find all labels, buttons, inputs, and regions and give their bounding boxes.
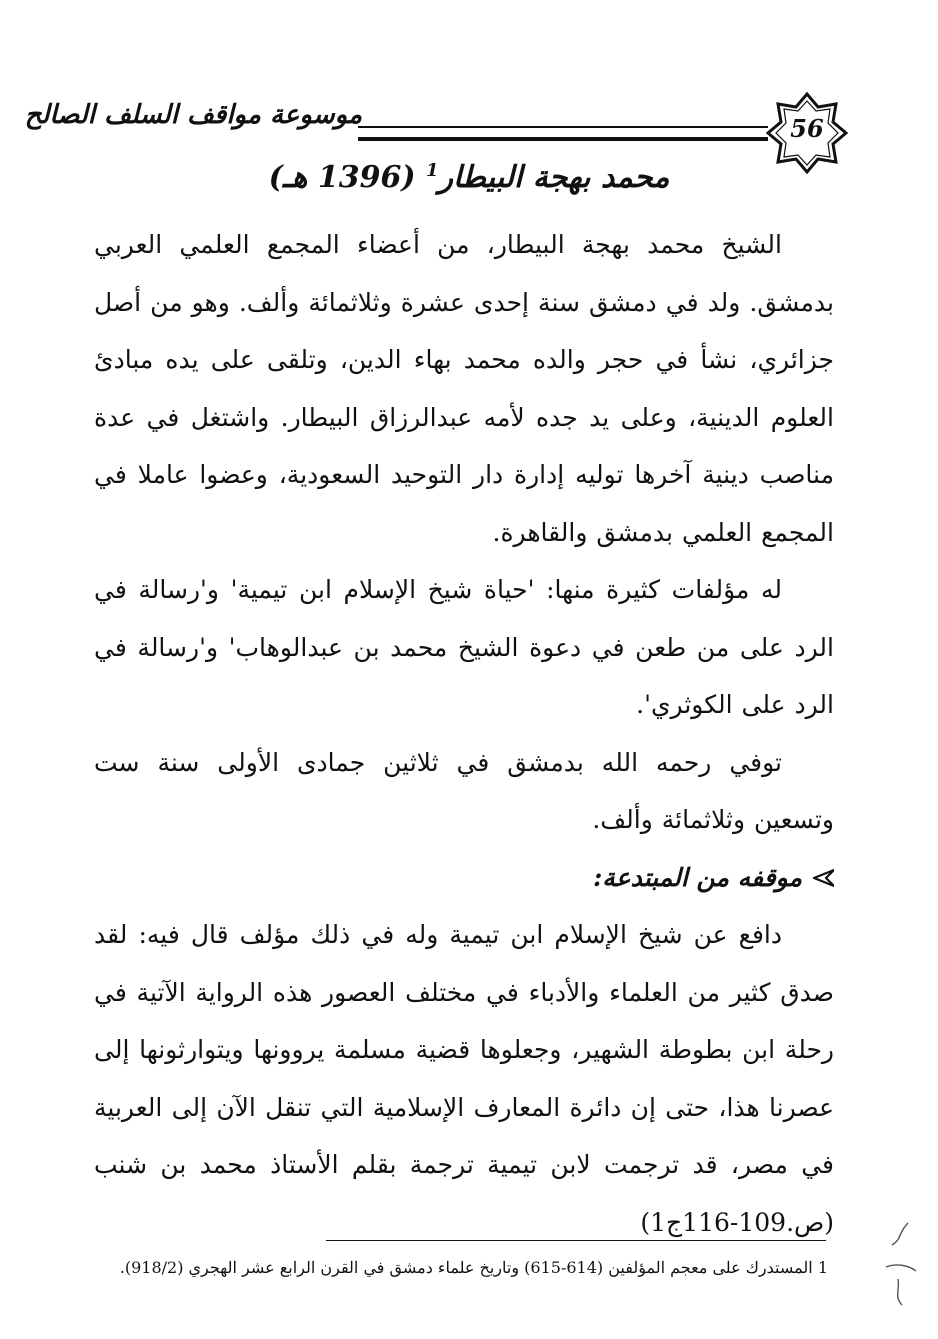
arrowhead-icon: [812, 868, 834, 888]
chapter-name: محمد بهجة البيطار: [438, 160, 670, 195]
chapter-title: [0, 160, 938, 195]
margin-scribble: [878, 1219, 924, 1309]
footnote-ref: 1: [426, 160, 439, 181]
section-heading-text: موقفه من المبتدعة:: [593, 862, 802, 892]
footnote-rule: [326, 1240, 826, 1241]
body-text: [94, 216, 834, 1251]
footnote: 1 المستدرك على معجم المؤلفين (614-615) وتاريخ علماء دمشق في القرن الرابع عشر الهجري (918/2).: [119, 1258, 828, 1277]
section-heading: [94, 849, 834, 907]
page-number: 56: [790, 114, 824, 143]
bio-paragraph: الشيخ محمد بهجة البيطار، من أعضاء المجمع العلمي العربي بدمشق. ولد في دمشق سنة إحدى عشرة وثلاثمائة وألف. وهو من أصل جزائري، نشأ في حجر والده محمد بهاء الدين، وتلقى على يده مبادئ العلوم الدينية، وعلى يد جده لأمه عبدالرزاق البيطار. واشتغل في عدة مناصب دينية آخرها توليه إدارة دار التوحيد السعودية، وعضوا عاملا في المجمع العلمي بدمشق والقاهرة.: [94, 230, 834, 547]
chapter-year: (1396 هـ): [268, 160, 416, 195]
stance-paragraph: دافع عن شيخ الإسلام ابن تيمية وله في ذلك مؤلف قال فيه: لقد صدق كثير من العلماء والأدباء في مختلف العصور هذه الرواية الآتية في رحلة ابن بطوطة الشهير، وجعلوها قضية مسلمة يروونها ويتوارثونها إلى عصرنا هذا، حتى إن دائرة المعارف الإسلامية التي تنقل الآن إلى العربية في مصر، قد ترجمت لابن تيمية ترجمة بقلم الأستاذ محمد بن شنب (ص.109-116ج1): [94, 920, 834, 1237]
death-paragraph: توفي رحمه الله بدمشق في ثلاثين جمادى الأولى سنة ست وتسعين وثلاثمائة وألف.: [94, 747, 834, 834]
header-rule: [358, 126, 768, 141]
series-title: موسوعة مواقف السلف الصالح: [24, 100, 362, 130]
works-paragraph: له مؤلفات كثيرة منها: 'حياة شيخ الإسلام ابن تيمية' و'رسالة في الرد على من طعن في دعوة الشيخ محمد بن عبدالوهاب' و'رسالة في الرد على الكوثري'.: [94, 575, 834, 719]
